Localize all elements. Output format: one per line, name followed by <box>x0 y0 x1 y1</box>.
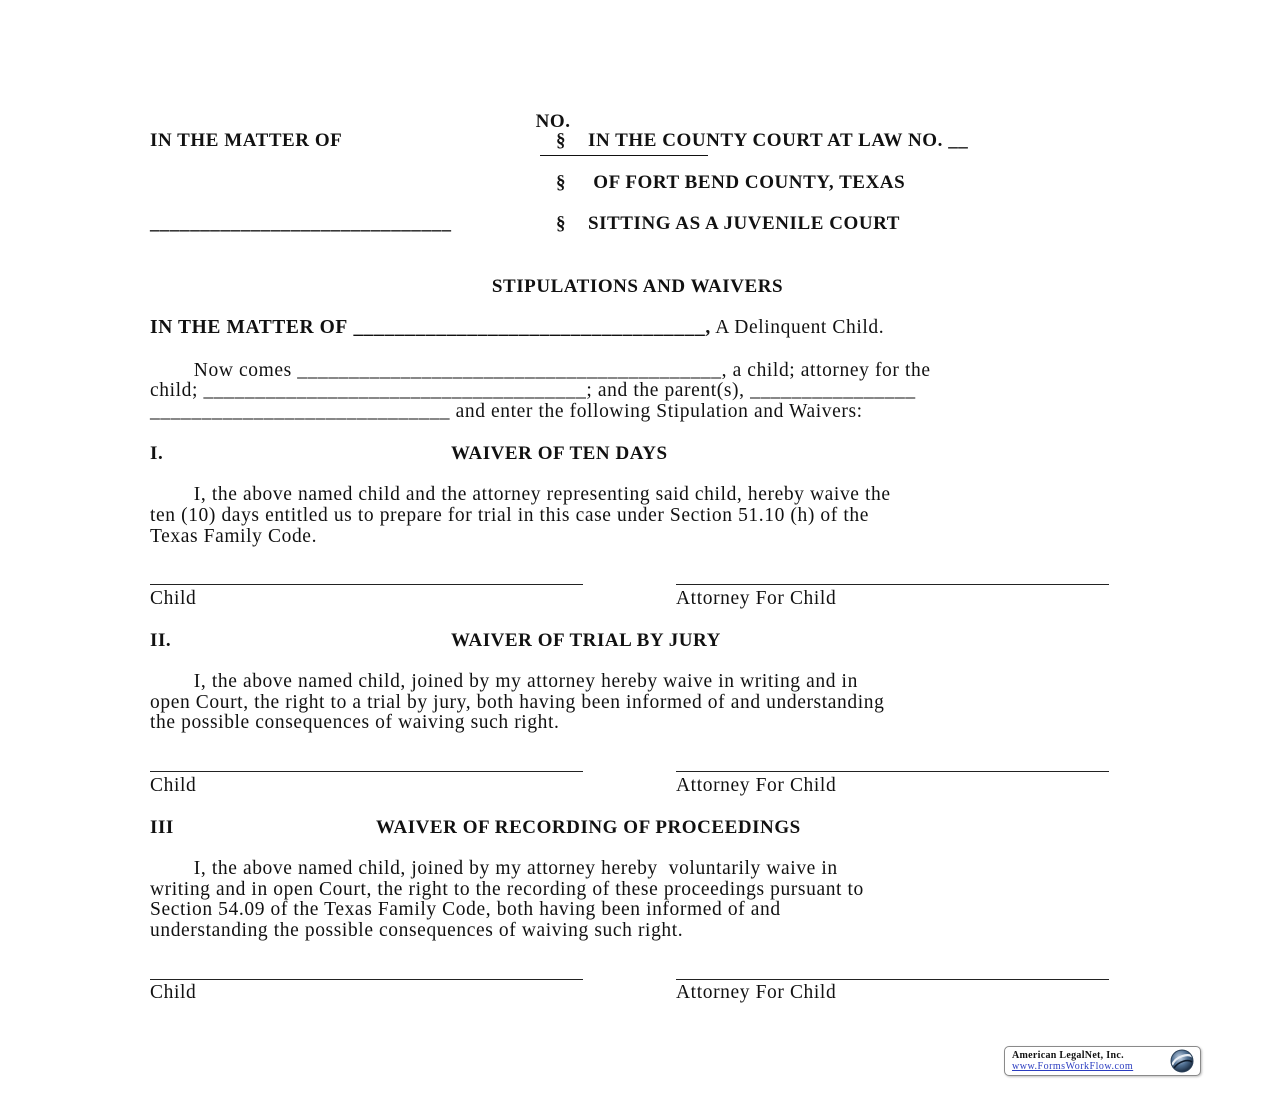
american-legalnet-badge[interactable] <box>1004 1046 1201 1076</box>
section-1-heading: WAIVER OF TEN DAYS <box>451 443 668 464</box>
section-2-body-line-1: I, the above named child, joined by my attorney hereby waive in writing and in <box>150 671 858 692</box>
section-3-body-line-4: understanding the possible consequences of waiving such right. <box>150 920 684 941</box>
section-2-numeral: II. <box>150 630 172 651</box>
badge-url-link[interactable]: www.FormsWorkFlow.com <box>1012 1061 1134 1072</box>
court-line-2: OF FORT BEND COUNTY, TEXAS <box>588 172 906 193</box>
section-3-body-line-3: Section 54.09 of the Texas Family Code, both having been informed of and <box>150 899 781 920</box>
section-3-body-line-2: writing and in open Court, the right to the recording of these proceedings pursuant to <box>150 879 864 900</box>
matter-line <box>150 317 884 339</box>
attorney-signature-label: Attorney For Child <box>676 982 837 1003</box>
globe-logo-icon <box>1166 1048 1196 1074</box>
matter-comma: , <box>705 317 711 338</box>
case-number-label: NO. <box>535 111 571 132</box>
caption-name-blank[interactable]: ______________________________ <box>150 213 452 234</box>
matter-suffix: A Delinquent Child. <box>710 317 885 338</box>
section-3-body-line-1: I, the above named child, joined by my attorney hereby voluntarily waive in <box>150 858 838 879</box>
intro-line-2: child; _____________________________________; and the parent(s), ________________ <box>150 380 916 401</box>
section-2-heading: WAIVER OF TRIAL BY JURY <box>451 630 721 651</box>
section-3-heading: WAIVER OF RECORDING OF PROCEEDINGS <box>376 817 801 838</box>
section-symbol: § <box>556 130 567 151</box>
child-signature-label: Child <box>150 775 197 796</box>
child-signature-label: Child <box>150 588 197 609</box>
matter-label: IN THE MATTER OF <box>150 317 348 338</box>
attorney-signature-line[interactable] <box>676 584 1109 585</box>
child-signature-line[interactable] <box>150 771 583 772</box>
section-1-body-line-3: Texas Family Code. <box>150 526 318 547</box>
court-line-3: SITTING AS A JUVENILE COURT <box>588 213 900 234</box>
attorney-signature-label: Attorney For Child <box>676 775 837 796</box>
intro-line-3: _____________________________ and enter the following Stipulation and Waivers: <box>150 401 863 422</box>
intro-line-1: Now comes _________________________________________, a child; attorney for the <box>150 360 931 381</box>
badge-company-name: American LegalNet, Inc. <box>1012 1050 1124 1061</box>
attorney-signature-line[interactable] <box>676 771 1109 772</box>
matter-name-blank[interactable]: __________________________________ <box>353 317 706 338</box>
caption-matter-label: IN THE MATTER OF <box>150 130 343 151</box>
child-signature-line[interactable] <box>150 584 583 585</box>
child-signature-line[interactable] <box>150 979 583 980</box>
section-1-body-line-1: I, the above named child and the attorney representing said child, hereby waive the <box>150 484 891 505</box>
section-3-numeral: III <box>150 817 174 838</box>
section-symbol: § <box>556 213 567 234</box>
section-2-body-line-3: the possible consequences of waiving such right. <box>150 712 560 733</box>
section-2-body-line-2: open Court, the right to a trial by jury, both having been informed of and understanding <box>150 692 885 713</box>
attorney-signature-label: Attorney For Child <box>676 588 837 609</box>
court-line-1: IN THE COUNTY COURT AT LAW NO. __ <box>588 130 969 151</box>
section-1-body-line-2: ten (10) days entitled us to prepare for trial in this case under Section 51.10 (h) of the <box>150 505 869 526</box>
section-1-numeral: I. <box>150 443 164 464</box>
attorney-signature-line[interactable] <box>676 979 1109 980</box>
child-signature-label: Child <box>150 982 197 1003</box>
section-symbol: § <box>556 172 567 193</box>
document-title: STIPULATIONS AND WAIVERS <box>491 276 784 297</box>
